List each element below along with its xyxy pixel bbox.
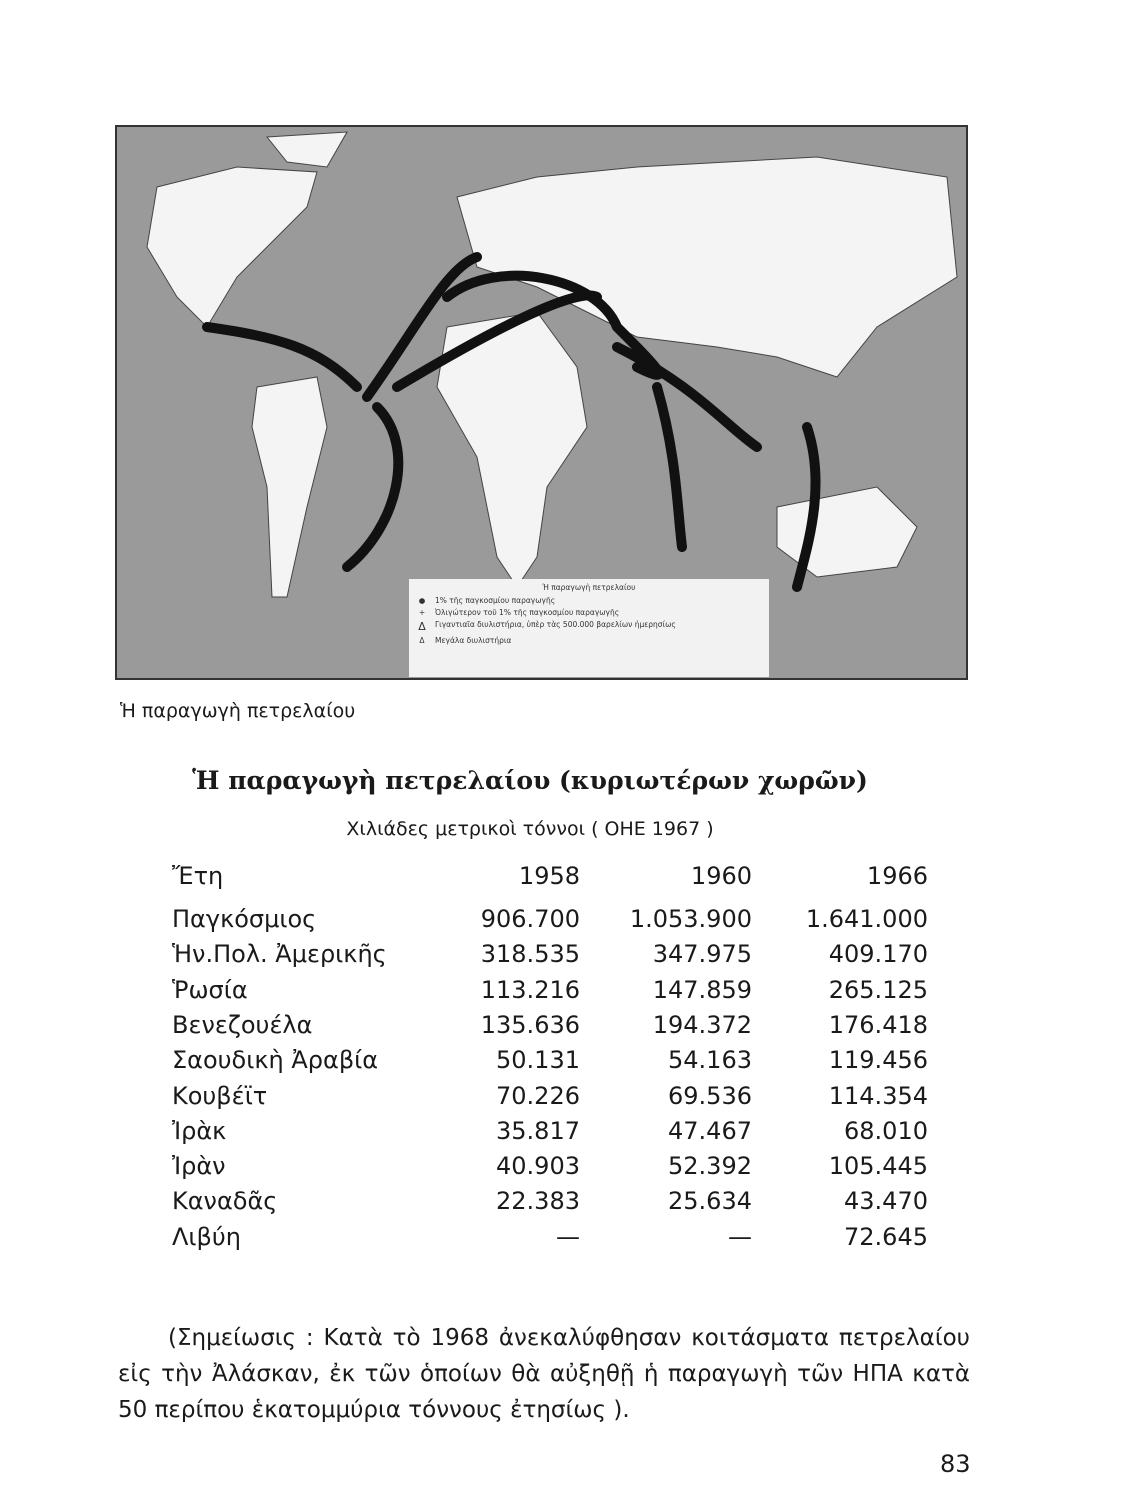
cell-value: 1966 — [866, 862, 928, 890]
cell-value: 265.125 — [828, 975, 928, 1004]
cell-value: 1958 — [518, 862, 580, 890]
legend-item — [417, 636, 761, 645]
legend-label: Μεγάλα διυλιστήρια — [435, 636, 512, 645]
large-triangle-icon: Δ — [418, 620, 426, 633]
table-row — [162, 976, 942, 1010]
cell-value: 176.418 — [828, 1010, 928, 1039]
row-label: Βενεζουέλα — [172, 1010, 313, 1039]
row-label: Σαουδικὴ Ἀραβία — [172, 1046, 379, 1075]
cell-value: 147.859 — [652, 975, 752, 1004]
cell-value: 52.392 — [668, 1152, 752, 1181]
row-label: Λιβύη — [172, 1222, 241, 1251]
legend-item — [417, 620, 761, 633]
plus-icon: + — [418, 608, 426, 617]
cell-value: 347.975 — [652, 940, 752, 969]
small-triangle-icon: Δ — [419, 636, 425, 645]
dot-icon: ● — [418, 596, 426, 605]
cell-value: 43.470 — [844, 1187, 928, 1216]
footnote: (Σημείωσις : Κατὰ τὸ 1968 ἀνεκαλύφθησαν κοιτάσματα πετρελαίου εἰς τὴν Ἀλάσκαν, ἐκ τῶν ὁποίων θὰ αὐξηθῇ ἡ παραγωγὴ τῶν ΗΠΑ κατὰ 50 περίπου ἑκατομμύρια τόννους ἐτησίως ). — [118, 1325, 970, 1423]
cell-value: 69.536 — [668, 1081, 752, 1110]
cell-value: 47.467 — [668, 1116, 752, 1145]
map-legend — [409, 579, 769, 677]
cell-value: 50.131 — [496, 1046, 580, 1075]
cell-value: 40.903 — [496, 1152, 580, 1181]
cell-value: 113.216 — [480, 975, 580, 1004]
cell-value: — — [728, 1222, 752, 1251]
row-label: Καναδᾶς — [172, 1187, 278, 1216]
legend-label: Ὀλιγώτερον τοῦ 1% τῆς παγκοσμίου παραγωγῆς — [435, 608, 620, 617]
table-row — [162, 1011, 942, 1045]
cell-value: 409.170 — [828, 940, 928, 969]
cell-value: 68.010 — [844, 1116, 928, 1145]
legend-label: 1% τῆς παγκοσμίου παραγωγῆς — [435, 596, 556, 605]
row-label: Κουβέϊτ — [172, 1081, 268, 1110]
cell-value: 105.445 — [828, 1152, 928, 1181]
table-row — [162, 905, 942, 939]
row-label: Παγκόσμιος — [172, 905, 317, 933]
legend-item — [417, 596, 761, 605]
legend-item — [417, 608, 761, 617]
oil-production-map — [115, 125, 968, 680]
cell-value: 114.354 — [828, 1081, 928, 1110]
table-row — [162, 1187, 942, 1221]
row-label: Ἔτη — [172, 862, 224, 890]
row-label: Ἰρὰκ — [172, 1116, 227, 1145]
cell-value: 194.372 — [652, 1010, 752, 1039]
table-row — [162, 940, 942, 974]
table-row — [162, 1152, 942, 1186]
table-subtitle: Χιλιάδες μετρικοὶ τόννοι ( ΟΗΕ 1967 ) — [346, 818, 714, 840]
table-header — [162, 862, 942, 896]
table-row — [162, 1223, 942, 1257]
table-row — [162, 1046, 942, 1080]
cell-value: 1960 — [690, 862, 752, 890]
cell-value: 1.053.900 — [629, 905, 752, 933]
cell-value: 54.163 — [668, 1046, 752, 1075]
cell-value: 72.645 — [844, 1222, 928, 1251]
cell-value: 35.817 — [496, 1116, 580, 1145]
row-label: Ῥωσία — [172, 975, 248, 1004]
legend-title: Ἡ παραγωγὴ πετρελαίου — [542, 583, 636, 592]
map-caption: Ἡ παραγωγὴ πετρελαίου — [120, 700, 356, 722]
table-title: Ἡ παραγωγὴ πετρελαίου (κυριωτέρων χωρῶν) — [192, 766, 868, 795]
cell-value: 135.636 — [480, 1010, 580, 1039]
table-row — [162, 1117, 942, 1151]
cell-value: 70.226 — [496, 1081, 580, 1110]
cell-value: 119.456 — [828, 1046, 928, 1075]
page-number: 83 — [940, 1450, 971, 1478]
greenland — [267, 132, 347, 167]
cell-value: 1.641.000 — [805, 905, 928, 933]
south-america — [252, 377, 327, 597]
cell-value: 22.383 — [496, 1187, 580, 1216]
table-row — [162, 1082, 942, 1116]
north-america — [147, 167, 317, 327]
row-label: Ἡν.Πολ. Ἀμερικῆς — [172, 940, 387, 969]
cell-value: 906.700 — [480, 905, 580, 933]
cell-value: 318.535 — [480, 940, 580, 969]
row-label: Ἰρὰν — [172, 1152, 226, 1181]
cell-value: — — [556, 1222, 580, 1251]
legend-label: Γιγαντιαῖα διυλιστήρια, ὑπὲρ τὰς 500.000 βαρελίων ἡμερησίως — [435, 620, 676, 629]
cell-value: 25.634 — [668, 1187, 752, 1216]
